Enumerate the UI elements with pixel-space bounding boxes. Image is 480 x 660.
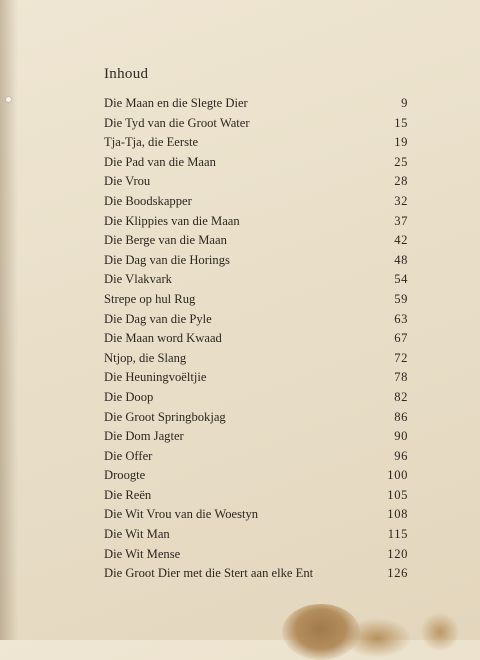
toc-entry-page-number: 96	[394, 448, 408, 463]
toc-entry-title: Die Wit Mense	[104, 546, 181, 561]
toc-entry-page-number: 19	[394, 135, 408, 150]
pin-mark	[6, 97, 11, 102]
toc-entry-title: Ntjop, die Slang	[104, 350, 187, 365]
toc-entry	[104, 270, 408, 290]
toc-entry-title: Tja-Tja, die Eerste	[104, 135, 199, 150]
toc-entry-page-number: 28	[394, 174, 408, 189]
toc-entry	[104, 564, 408, 584]
toc-entry	[104, 466, 408, 486]
toc-entry	[104, 251, 408, 271]
toc-entry	[104, 525, 408, 545]
toc-entry-page-number: 90	[394, 429, 408, 444]
toc-entry-title: Die Vlakvark	[104, 272, 172, 287]
toc-entry	[104, 427, 408, 447]
toc-entry-page-number: 126	[387, 566, 408, 581]
toc-entry	[104, 192, 408, 212]
toc-entry-page-number: 48	[394, 252, 408, 267]
toc-entry-page-number: 78	[394, 370, 408, 385]
toc-entry-title: Die Heuningvoëltjie	[104, 370, 207, 385]
toc-entry-title: Die Pad van die Maan	[104, 154, 216, 169]
table-of-contents	[104, 94, 408, 584]
toc-entry-title: Die Maan word Kwaad	[104, 331, 222, 346]
toc-entry-title: Die Dom Jagter	[104, 429, 184, 444]
stain	[342, 618, 412, 658]
toc-entry-title: Strepe op hul Rug	[104, 291, 196, 306]
toc-entry-page-number: 67	[394, 331, 408, 346]
contents-heading: Inhoud	[104, 66, 149, 82]
toc-entry-page-number: 72	[394, 350, 408, 365]
toc-entry-title: Die Boodskapper	[104, 193, 192, 208]
toc-entry	[104, 290, 408, 310]
toc-entry-title: Die Dag van die Horings	[104, 252, 230, 267]
toc-entry	[104, 114, 408, 134]
toc-entry-page-number: 59	[394, 291, 408, 306]
toc-entry-page-number: 108	[387, 507, 408, 522]
toc-entry	[104, 486, 408, 506]
toc-entry-title: Die Reën	[104, 487, 152, 502]
toc-entry	[104, 329, 408, 349]
toc-entry-page-number: 15	[394, 115, 408, 130]
toc-entry	[104, 310, 408, 330]
toc-entry	[104, 231, 408, 251]
toc-entry	[104, 545, 408, 565]
toc-entry-title: Die Maan en die Slegte Dier	[104, 96, 248, 110]
toc-entry	[104, 447, 408, 467]
toc-entry-page-number: 63	[394, 311, 408, 326]
toc-entry-page-number: 54	[394, 272, 408, 287]
toc-entry-title: Die Tyd van die Groot Water	[104, 115, 250, 130]
toc-entry	[104, 153, 408, 173]
toc-entry	[104, 133, 408, 153]
toc-entry-title: Die Wit Man	[104, 527, 170, 542]
toc-entry	[104, 505, 408, 525]
toc-entry-page-number: 105	[387, 487, 408, 502]
toc-entry-page-number: 25	[394, 154, 408, 169]
toc-entry-page-number: 42	[394, 233, 408, 248]
toc-entry-page-number: 120	[387, 546, 408, 561]
toc-entry-page-number: 86	[394, 409, 408, 424]
toc-entry	[104, 388, 408, 408]
toc-entry	[104, 212, 408, 232]
toc-entry-title: Die Vrou	[104, 174, 151, 189]
toc-entry-page-number: 100	[387, 468, 408, 483]
toc-entry-title: Die Groot Springbokjag	[104, 409, 226, 424]
toc-entry	[104, 349, 408, 369]
toc-entry	[104, 172, 408, 192]
toc-entry	[104, 368, 408, 388]
toc-entry-page-number: 37	[394, 213, 408, 228]
toc-entry-title: Die Doop	[104, 389, 154, 404]
toc-entry-title: Die Klippies van die Maan	[104, 213, 240, 228]
toc-entry	[104, 94, 408, 114]
toc-entry	[104, 408, 408, 428]
toc-entry-title: Die Wit Vrou van die Woestyn	[104, 507, 259, 522]
toc-entry-title: Die Offer	[104, 448, 153, 463]
toc-entry-page-number: 9	[401, 96, 408, 110]
toc-entry-page-number: 115	[387, 527, 408, 542]
toc-entry-title: Droogte	[104, 468, 146, 483]
toc-entry-title: Die Dag van die Pyle	[104, 311, 212, 326]
toc-entry-page-number: 32	[394, 193, 408, 208]
toc-entry-page-number: 82	[394, 389, 408, 404]
stain	[420, 612, 460, 652]
page-gutter-shadow	[0, 0, 18, 640]
toc-entry-title: Die Berge van die Maan	[104, 233, 227, 248]
toc-entry-title: Die Groot Dier met die Stert aan elke Ent	[104, 566, 314, 581]
